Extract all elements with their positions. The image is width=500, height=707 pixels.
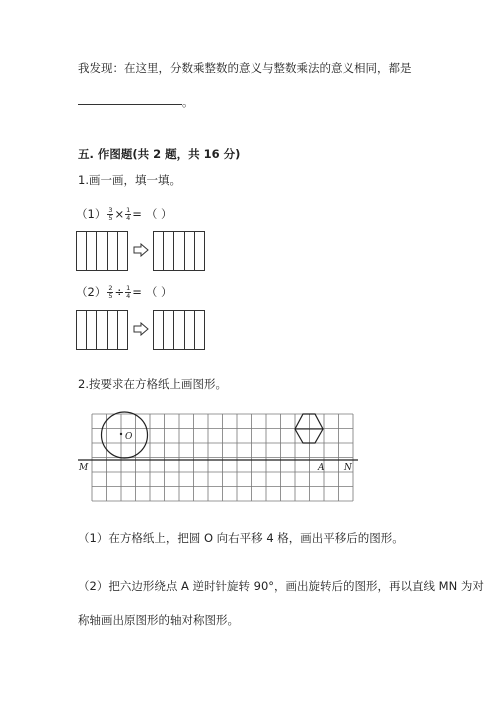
center-point-o [120, 433, 122, 435]
answer-blank-line[interactable] [78, 104, 182, 105]
q2-instruction-1: （1）在方格纸上，把圆 O 向右平移 4 格，画出平移后的图形。 [78, 531, 404, 545]
label-a: A [318, 463, 325, 473]
strip-box-right[interactable] [153, 231, 205, 271]
label-m: M [79, 463, 89, 473]
discovery-end-mark: 。 [182, 95, 194, 109]
q2-instruction-2-line1: （2）把六边形绕点 A 逆时针旋转 90°，画出旋转后的图形，再以直线 MN 为对 [78, 579, 484, 593]
hollow-right-arrow-icon [133, 243, 149, 257]
q1-part2-diagram-right [153, 310, 205, 350]
equals-sign: = [132, 285, 142, 299]
hollow-right-arrow-icon [133, 322, 149, 336]
q2-instruction-2-line2: 称轴画出原图形的轴对称图形。 [78, 613, 239, 627]
section-heading: 五. 作图题(共 2 题，共 16 分) [78, 147, 241, 161]
q1-part1-diagram-right [153, 231, 205, 271]
q1-part2-expression [76, 284, 173, 300]
q1-part2-diagram [76, 310, 128, 350]
strip-box-left[interactable] [76, 310, 128, 350]
fraction-b: $\frac{1}{4}$ [126, 206, 131, 222]
q1-part1-expression [76, 206, 173, 222]
label-n: N [344, 463, 352, 473]
q2-title: 2.按要求在方格纸上画图形。 [78, 377, 227, 391]
q1-part2-label: （2） [76, 285, 107, 299]
operator: ÷ [114, 285, 125, 299]
answer-bracket[interactable]: （ ） [145, 285, 173, 299]
strip-box-right[interactable] [153, 310, 205, 350]
q1-title: 1.画一画，填一填。 [78, 173, 181, 187]
fraction-a: $\frac{2}{5}$ [108, 284, 113, 300]
fraction-a: $\frac{3}{5}$ [108, 206, 113, 222]
answer-bracket[interactable]: （ ） [145, 207, 173, 221]
discovery-text: 我发现：在这里，分数乘整数的意义与整数乘法的意义相同，都是 [78, 61, 412, 75]
fraction-b: $\frac{1}{4}$ [126, 284, 131, 300]
q1-part1-label: （1） [76, 207, 107, 221]
label-o: O [125, 432, 133, 442]
operator: × [114, 207, 125, 221]
grid-paper[interactable] [78, 410, 358, 502]
q1-part1-diagram [76, 231, 128, 271]
equals-sign: = [132, 207, 142, 221]
strip-box-left[interactable] [76, 231, 128, 271]
